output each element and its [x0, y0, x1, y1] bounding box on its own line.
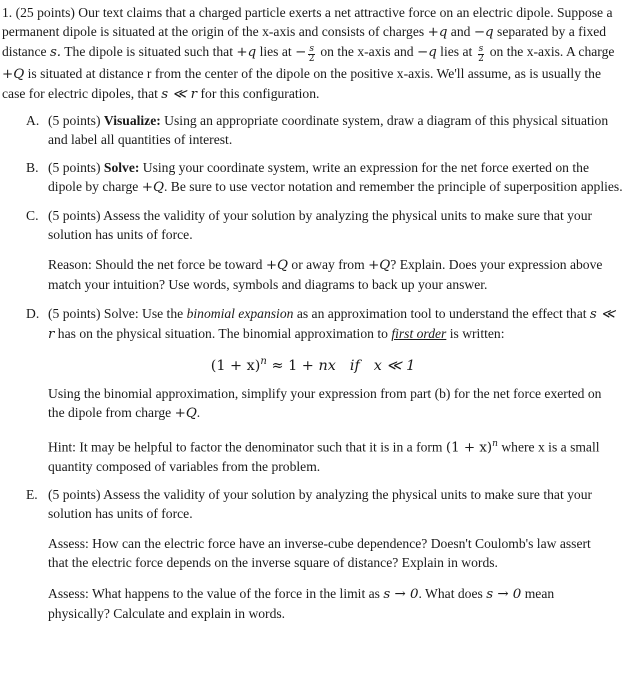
part-e-assess-1 [2, 534, 608, 572]
formula-if: if [349, 357, 360, 374]
intro-text: lies at [436, 44, 476, 59]
part-points: (5 points) [48, 160, 104, 175]
part-text: as an approximation tool to understand the effect that [293, 306, 590, 321]
part-letter: C. [26, 208, 39, 223]
assess-text: mean physically? Calculate and explain in words. [48, 586, 555, 622]
part-e [2, 485, 624, 523]
assess-text: Assess: What happens to the value of the force in the limit as [48, 586, 384, 602]
use-text: . [196, 404, 201, 420]
intro-text: is situated at distance r from the center of the dipole on the positive x-axis. We'll assume, as is usually the case for electric dipoles, that [2, 66, 602, 101]
part-d-hint [2, 435, 608, 477]
part-a [2, 111, 624, 149]
problem-number: 1. [2, 5, 13, 20]
charge-minus-q: −q [416, 45, 437, 60]
hint-exponent: n [492, 438, 498, 449]
binomial-formula [2, 352, 624, 376]
formula-exponent: n [260, 356, 267, 367]
distance-s: s. [49, 45, 62, 60]
part-c [2, 206, 624, 244]
formula-condition: x ≪ 1 [373, 357, 416, 374]
reason-text: ? Explain. Does your expression above match your intuition? Use words, symbols and diagrams to back up your answer. [48, 257, 603, 292]
charge-plus-Q: +Q [174, 405, 197, 421]
part-text: Using an appropriate coordinate system, draw a diagram of this physical situation and label all quantities of interest. [48, 113, 609, 147]
reason-text: Reason: Should the net force be toward [48, 257, 266, 272]
problem-intro [2, 3, 622, 104]
formula-lhs: (1 + x) [210, 357, 261, 374]
hint-text: Hint: It may be helpful to factor the denominator such that it is in a form [48, 439, 446, 455]
part-d-use [2, 384, 608, 423]
part-text: (5 points) Assess the validity of your solution by analyzing the physical units to make sure that your solution has units of force. [48, 208, 593, 242]
part-letter: A. [26, 113, 40, 128]
problem-document [2, 3, 624, 623]
fraction-denominator: 2 [478, 54, 484, 64]
intro-text: separated by a fixed distance [2, 24, 607, 59]
part-b [2, 158, 624, 197]
fraction-numerator: s [309, 44, 314, 54]
problem-points: (25 points) [15, 5, 75, 20]
part-letter: D. [26, 306, 40, 321]
first-order-term: first order [391, 326, 447, 341]
minus-sign: − [295, 45, 307, 60]
hint-text: where x is a small quantity composed of variables from the problem. [48, 439, 600, 475]
part-points: (5 points) [48, 113, 104, 128]
charge-plus-q: +q [236, 45, 257, 60]
intro-text: on the x-axis. A charge [486, 44, 615, 59]
condition-s-much-less-r: s ≪ r [48, 307, 616, 342]
charge-plus-Q: +Q [2, 67, 25, 82]
assess-text: Assess: How can the electric force have an inverse-cube dependence? Doesn't Coulomb's law assert that the electric force depends on the inverse square of distance? Explain in words. [48, 536, 591, 571]
part-text: (5 points) Assess the validity of your solution by analyzing the physical units to make sure that your solution has units of force. [48, 487, 593, 522]
intro-text: and [450, 24, 474, 39]
charge-plus-Q: +Q [141, 180, 164, 195]
limit-s-to-0: s → 0 [383, 587, 419, 603]
intro-text: The dipole is situated such that [61, 44, 237, 59]
condition-s-much-less-r: s ≪ r [161, 87, 198, 102]
part-letter: E. [26, 487, 38, 503]
intro-text: for this configuration. [197, 86, 320, 101]
part-text: has on the physical situation. The binomial approximation to [54, 326, 392, 341]
fraction-s-over-2 [478, 45, 485, 64]
reason-text: or away from [288, 257, 369, 272]
part-text: Using your coordinate system, write an expression for the net force exerted on the dipole by charge [48, 160, 589, 194]
part-e-assess-2 [2, 584, 608, 623]
part-text: is written: [446, 326, 505, 341]
hint-form: (1 + x) [445, 440, 493, 456]
fraction-denominator: 2 [308, 54, 315, 64]
intro-text: on the x-axis and [316, 44, 417, 59]
formula-mid: ≈ 1 + [266, 357, 319, 374]
charge-plus-q: +q [427, 25, 448, 40]
use-text: Using the binomial approximation, simplify your expression from part (b) for the net force exerted on the dipole from charge [48, 385, 602, 420]
intro-text: lies at [256, 44, 296, 59]
charge-minus-q: −q [473, 25, 494, 40]
part-text: . Be sure to use vector notation and remember the principle of superposition applies. [163, 179, 623, 194]
part-d [2, 304, 624, 344]
charge-plus-Q: +Q [368, 258, 391, 273]
formula-nx: nx [318, 357, 336, 374]
fraction-numerator: s [478, 44, 484, 54]
binomial-expansion-term: binomial expansion [186, 306, 294, 321]
part-letter: B. [26, 160, 39, 175]
part-keyword: Solve: [103, 160, 140, 175]
part-text: (5 points) Solve: Use the [48, 306, 187, 321]
part-c-reason [2, 255, 608, 294]
part-keyword: Visualize: [103, 113, 161, 128]
assess-text: . What does [418, 586, 487, 602]
intro-text: Our text claims that a charged particle exerts a net attractive force on an electric dipole. Suppose a permanent dipole is situated at the origin of the x-axis and consists of charges [2, 5, 613, 39]
limit-s-to-0: s → 0 [486, 587, 522, 603]
charge-plus-Q: +Q [265, 258, 289, 273]
fraction-s-over-2 [308, 45, 315, 64]
